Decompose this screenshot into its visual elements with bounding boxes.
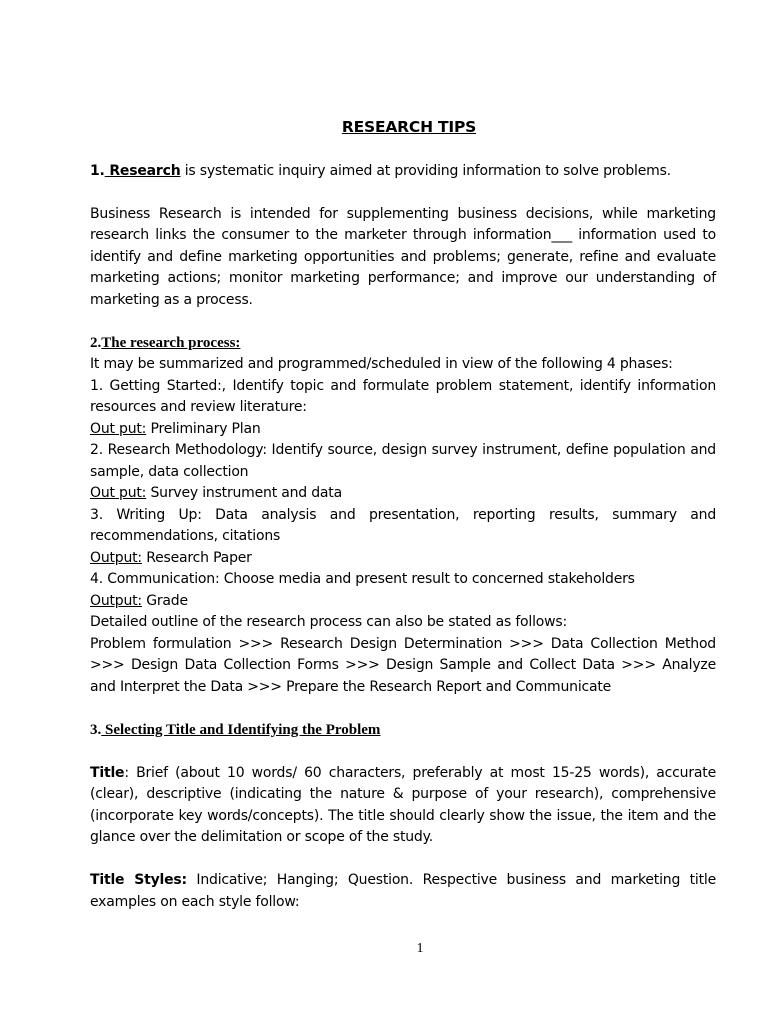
phase-4: 4. Communication: Choose media and present result to concerned stakeholders <box>90 571 635 587</box>
section-3-heading <box>90 720 716 742</box>
title-styles-text: Indicative; Hanging; Question. Respective business and marketing title examples on each style follow: <box>90 872 716 910</box>
section-1-paragraph <box>90 161 716 183</box>
output-2-value: Survey instrument and data <box>146 485 342 501</box>
business-research-paragraph: Business Research is intended for supplementing business decisions, while marketing research links the consumer to the marketer through information___ information used to identify and define marketing opportunities and problems; generate, refine and evaluate marketing actions; monitor marketing performance; and improve our understanding of marketing as a process. <box>90 205 716 308</box>
phase-2: 2. Research Methodology: Identify source, design survey instrument, define population and sample, data collection <box>90 442 716 480</box>
page-content <box>90 117 716 913</box>
title-label: Title <box>90 764 125 781</box>
document-title: RESEARCH TIPS <box>341 118 477 136</box>
output-1-label: Out put: <box>90 420 147 437</box>
title-styles-paragraph <box>90 870 716 913</box>
output-3-label: Output: <box>90 549 142 566</box>
section-2-intro: It may be summarized and programmed/scheduled in view of the following 4 phases: <box>90 356 673 372</box>
title-paragraph <box>90 763 716 849</box>
section-2-number: 2. <box>90 334 102 351</box>
output-4 <box>90 591 716 613</box>
detail-intro: Detailed outline of the research process can also be stated as follows: <box>90 614 568 630</box>
page-number: 1 <box>416 941 424 956</box>
section-1-text: is systematic inquiry aimed at providing information to solve problems. <box>180 162 671 179</box>
section-3-number: 3. <box>90 721 102 738</box>
detail-flow: Problem formulation >>> Research Design Determination >>> Data Collection Method >>> Design Data Collection Forms >>> Design Sample and Collect Data >>> Analyze and Interpret the Data >>> Prepare the Research Report and Communicate <box>90 635 716 695</box>
phase-1: 1. Getting Started:, Identify topic and formulate problem statement, identify information resources and review literature: <box>90 377 716 415</box>
output-1-value: Preliminary Plan <box>146 420 261 437</box>
phase-3: 3. Writing Up: Data analysis and presentation, reporting results, summary and recommendations, citations <box>90 506 716 544</box>
section-2-heading <box>90 333 716 355</box>
section-1-number: 1. <box>90 162 105 179</box>
output-3-value: Research Paper <box>141 549 252 566</box>
section-3-heading-text: Selecting Title and Identifying the Problem <box>101 721 381 738</box>
output-4-label: Output: <box>90 592 142 609</box>
section-2-heading-text: The research process: <box>101 334 241 351</box>
output-1 <box>90 419 716 441</box>
title-text: : Brief (about 10 words/ 60 characters, preferably at most 15-25 words), accurate (clear), descriptive (indicating the nature & purpose of your research), comprehensive (incorporate key words/concepts). The title should clearly show the issue, the item and the glance over the delimitation or scope of the study. <box>90 764 716 845</box>
output-3 <box>90 548 716 570</box>
title-styles-label: Title Styles: <box>90 872 187 888</box>
output-2-label: Out put: <box>90 485 147 501</box>
section-1-term: Research <box>104 162 181 179</box>
output-2 <box>90 483 716 505</box>
output-4-value: Grade <box>141 592 188 609</box>
